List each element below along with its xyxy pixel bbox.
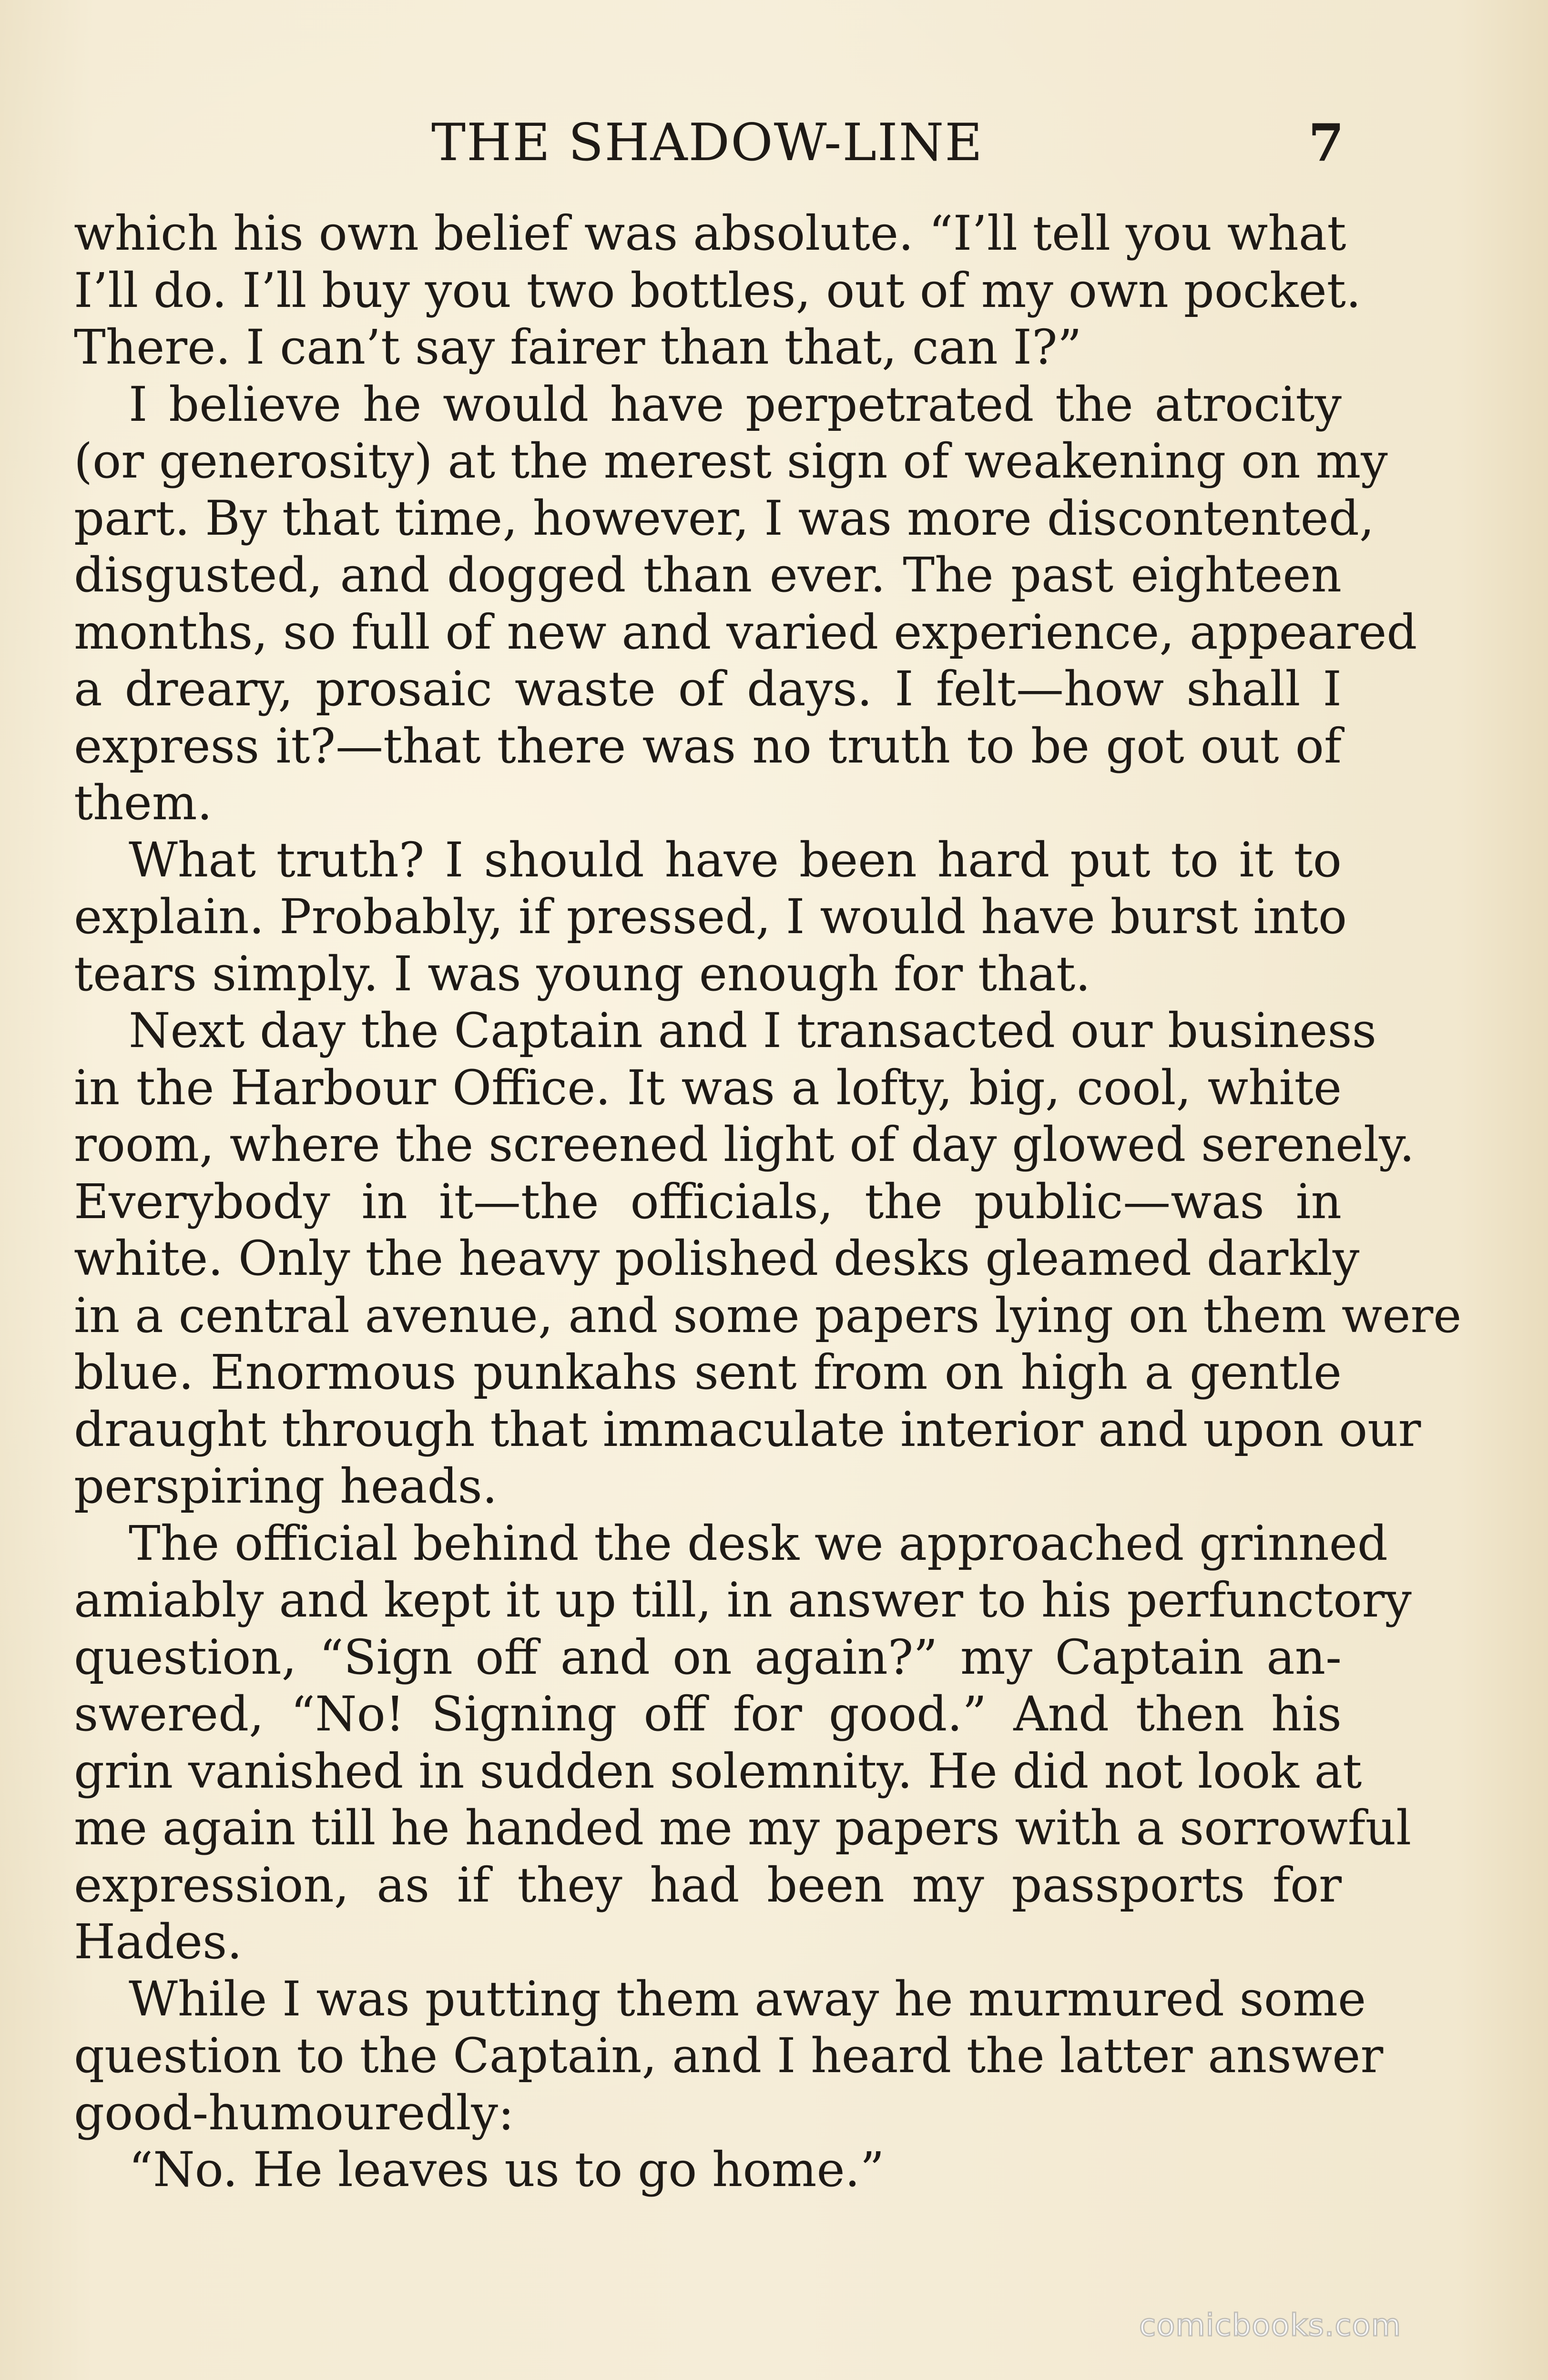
running-head	[0, 110, 1548, 176]
text-line: disgusted, and dogged than ever. The past eighteen	[74, 547, 1342, 603]
text-line: part. By that time, however, I was more discontented,	[74, 490, 1375, 546]
text-line: tears simply. I was young enough for that.	[74, 946, 1091, 1002]
text-line: There. I can’t say fairer than that, can I?”	[74, 319, 1082, 375]
text-line: blue. Enormous punkahs sent from on high a gentle	[74, 1344, 1342, 1400]
text-line: which his own belief was absolute. “I’ll tell you what	[74, 205, 1346, 261]
text-line: me again till he handed me my papers with a sorrowful	[74, 1800, 1412, 1856]
text-line: swered, “No! Signing off for good.” And then his	[74, 1686, 1342, 1742]
text-line: “No. He leaves us to go home.”	[129, 2142, 885, 2197]
text-line: amiably and kept it up till, in answer to his perfunctory	[74, 1572, 1412, 1628]
text-line: The official behind the desk we approached grinned	[129, 1515, 1388, 1571]
text-line: Next day the Captain and I transacted our business	[129, 1003, 1377, 1058]
watermark: comicbooks.com	[1139, 2308, 1402, 2343]
text-line: in a central avenue, and some papers lying on them were	[74, 1287, 1462, 1343]
text-line: months, so full of new and varied experience, appeared	[74, 604, 1417, 660]
text-line: express it?—that there was no truth to be got out of	[74, 718, 1342, 774]
text-line: question to the Captain, and I heard the latter answer	[74, 2028, 1384, 2084]
text-line: draught through that immaculate interior and upon our	[74, 1401, 1421, 1457]
text-line: perspiring heads.	[74, 1458, 498, 1514]
running-title: THE SHADOW-LINE	[431, 113, 984, 173]
text-line: question, “Sign off and on again?” my Captain an-	[74, 1629, 1342, 1685]
text-line: them.	[74, 775, 213, 831]
text-line: in the Harbour Office. It was a lofty, big, cool, white	[74, 1059, 1342, 1116]
text-line: (or generosity) at the merest sign of weakening on my	[74, 433, 1388, 489]
text-line: white. Only the heavy polished desks gleamed darkly	[74, 1231, 1360, 1286]
text-line: room, where the screened light of day glowed serenely.	[74, 1117, 1415, 1172]
text-line: While I was putting them away he murmured some	[129, 1971, 1366, 2027]
page-number: 7	[1308, 113, 1344, 173]
text-line: Hades.	[74, 1914, 243, 1970]
text-line: grin vanished in sudden solemnity. He did not look at	[74, 1743, 1362, 1799]
text-line: I believe he would have perpetrated the atrocity	[129, 376, 1342, 432]
body-text	[74, 205, 1462, 2198]
text-line: a dreary, prosaic waste of days. I felt—how shall I	[74, 661, 1342, 717]
text-line: expression, as if they had been my passports for	[74, 1857, 1342, 1913]
text-line: I’ll do. I’ll buy you two bottles, out of my own pocket.	[74, 262, 1361, 318]
text-line: good-humouredly:	[74, 2085, 514, 2141]
text-line: What truth? I should have been hard put to it to	[129, 832, 1342, 888]
text-line: Everybody in it—the officials, the public—was in	[74, 1173, 1342, 1230]
text-line: explain. Probably, if pressed, I would have burst into	[74, 889, 1347, 945]
